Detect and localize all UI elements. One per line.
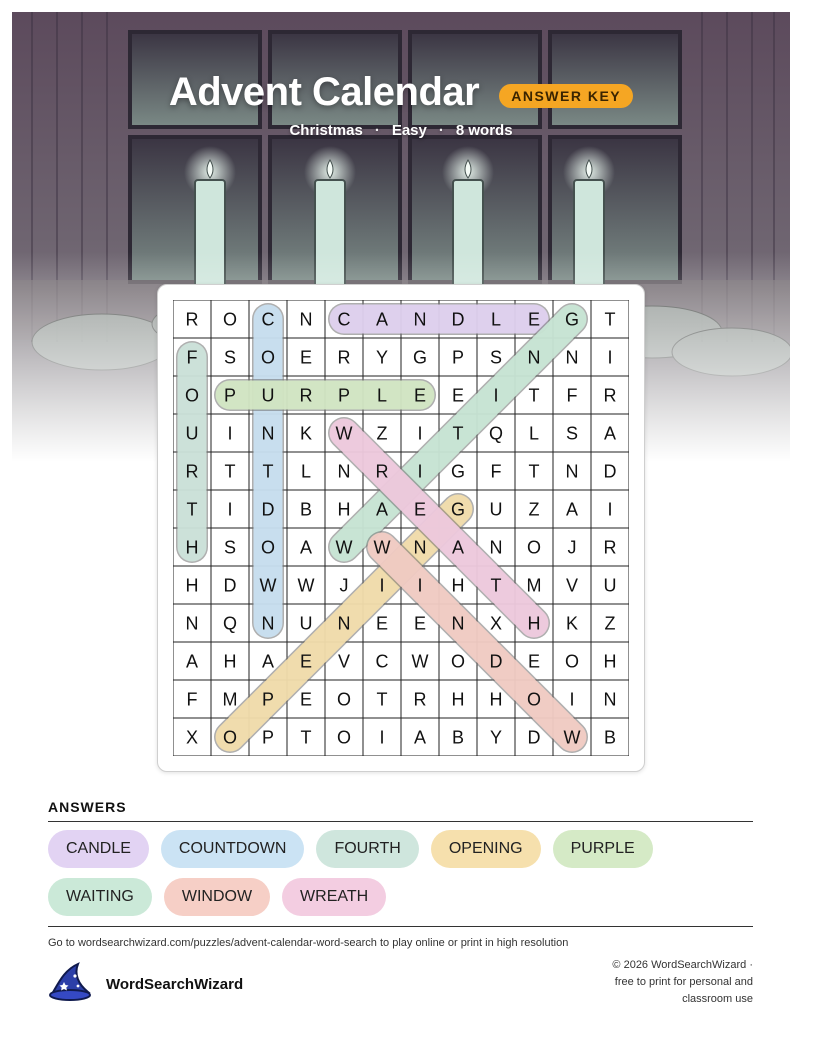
grid-letter: O [526,689,542,710]
grid-letter: U [261,385,275,406]
meta-difficulty: Easy [391,122,427,139]
grid-letter: N [185,613,199,634]
grid-letter: W [411,651,429,672]
grid-letter: R [299,385,313,406]
grid-letter: F [186,689,198,710]
grid-letter: M [526,575,542,596]
brand-name: WordSearchWizard [106,976,244,993]
grid-letter: T [224,461,236,482]
grid-letter: O [336,727,352,748]
grid-letter: G [412,347,428,368]
grid-letter: U [185,423,199,444]
puzzle-card [157,284,645,772]
copyright-line: © 2026 WordSearchWizard · [612,959,753,971]
grid-letter: O [526,537,542,558]
grid-letter: W [563,727,581,748]
grid-letter: S [489,347,503,368]
letter-grid [173,300,629,756]
grid-letter: Q [488,423,504,444]
grid-letter: R [603,537,617,558]
grid-letter: R [185,461,199,482]
grid-letter: D [603,461,617,482]
grid-letter: S [223,537,237,558]
grid-letter: T [604,309,616,330]
grid-letter: D [451,309,465,330]
grid-letter: C [375,651,389,672]
grid-letter: T [376,689,388,710]
answers-divider [48,821,753,822]
grid-letter: I [607,499,613,520]
grid-letter: Y [375,347,389,368]
grid-letter: N [527,347,541,368]
meta-separator: · [438,122,444,139]
grid-letter: U [299,613,313,634]
grid-letter: H [489,689,503,710]
grid-letter: Z [604,613,616,634]
footer-divider [48,926,753,927]
grid-letter: C [261,309,275,330]
grid-letter: H [451,575,465,596]
grid-letter: N [489,537,503,558]
copyright [563,957,753,1008]
grid-letter: Y [489,727,503,748]
grid-letter: S [223,347,237,368]
grid-letter: L [490,309,502,330]
grid-letter: N [413,309,427,330]
grid-letter: N [603,689,617,710]
grid-letter: E [413,613,427,634]
grid-letter: A [565,499,579,520]
grid-letter: G [564,309,580,330]
grid-letter: D [223,575,237,596]
grid-letter: T [262,461,274,482]
grid-letter: B [299,499,313,520]
grid-letter: K [299,423,313,444]
meta-theme: Christmas [289,122,363,139]
answer-pill-window: WINDOW [164,878,270,916]
grid-letter: D [489,651,503,672]
grid-letter: W [297,575,315,596]
grid-letter: S [565,423,579,444]
grid-letter: P [451,347,465,368]
grid-letter: P [223,385,237,406]
grid-letter: E [413,499,427,520]
grid-letter: T [186,499,198,520]
grid-letter: N [261,613,275,634]
grid-letter: N [337,613,351,634]
grid-letter: R [413,689,427,710]
grid-letter: J [567,537,577,558]
title-row [12,70,790,115]
grid-letter: A [375,499,389,520]
grid-letter: A [261,651,275,672]
brand[interactable] [48,962,243,1007]
grid-letter: I [227,423,233,444]
grid-letter: N [451,613,465,634]
grid-letter: Z [528,499,540,520]
meta-separator: · [374,122,380,139]
grid-letter: O [260,537,276,558]
meta-word-count: 8 words [455,122,513,139]
grid-letter: C [337,309,351,330]
grid-letter: R [185,309,199,330]
grid-letter: W [335,423,353,444]
answers-heading: ANSWERS [48,799,127,815]
grid-letter: H [223,651,237,672]
grid-letter: I [607,347,613,368]
grid-letter: D [261,499,275,520]
grid-letter: B [451,727,465,748]
grid-letter: N [261,423,275,444]
grid-letter: H [527,613,541,634]
grid-letter: N [337,461,351,482]
grid-letter: H [451,689,465,710]
grid-letter: L [376,385,388,406]
grid-letter: F [186,347,198,368]
grid-letter: I [417,461,423,482]
grid-letter: F [490,461,502,482]
grid-letter: N [413,537,427,558]
grid-letter: I [493,385,499,406]
grid-letter: T [452,423,464,444]
grid-letter: Q [222,613,238,634]
answer-pill-purple: PURPLE [553,830,653,868]
puzzle-meta [12,122,790,139]
grid-letter: I [569,689,575,710]
grid-letter: J [339,575,349,596]
grid-letter: O [564,651,580,672]
grid-letter: X [185,727,199,748]
footer-link[interactable]: Go to wordsearchwizard.com/puzzles/advent-calendar-word-search to play online or print in high resolution [48,937,569,949]
grid-letter: U [489,499,503,520]
grid-letter: H [185,537,199,558]
grid-letter: E [413,385,427,406]
grid-letter: A [451,537,465,558]
grid-letter: N [565,461,579,482]
answer-pill-waiting: WAITING [48,878,152,916]
grid-letter: I [379,727,385,748]
answer-pill-fourth: FOURTH [316,830,418,868]
grid-letter: R [337,347,351,368]
grid-letter: L [300,461,312,482]
grid-letter: W [373,537,391,558]
grid-letter: T [490,575,502,596]
answer-pill-opening: OPENING [431,830,541,868]
grid-letter: E [375,613,389,634]
answer-pill-wreath: WREATH [282,878,386,916]
grid-letter: Z [376,423,388,444]
grid-letter: E [299,651,313,672]
grid-letter: P [261,727,275,748]
copyright-line: classroom use [682,993,753,1005]
grid-letter: T [300,727,312,748]
grid-canvas [173,300,629,756]
answer-pill-countdown: COUNTDOWN [161,830,305,868]
grid-letter: W [335,537,353,558]
grid-letter: E [451,385,465,406]
grid-letter: I [227,499,233,520]
grid-letter: T [528,461,540,482]
grid-letter: X [489,613,503,634]
grid-letter: N [565,347,579,368]
grid-letter: U [603,575,617,596]
grid-letter: A [375,309,389,330]
grid-letter: F [566,385,578,406]
grid-letter: O [222,727,238,748]
grid-letter: H [603,651,617,672]
wizard-hat-icon [48,962,92,1007]
grid-letter: H [337,499,351,520]
grid-letter: K [565,613,579,634]
grid-letter: O [222,309,238,330]
grid-letter: G [450,461,466,482]
grid-letter: R [375,461,389,482]
grid-letter: V [565,575,579,596]
grid-letter: G [450,499,466,520]
grid-letter: I [417,423,423,444]
grid-letter: A [185,651,199,672]
grid-letter: H [185,575,199,596]
grid-letter: A [603,423,617,444]
grid-letter: I [417,575,423,596]
grid-letter: O [336,689,352,710]
grid-letter: I [379,575,385,596]
grid-letter: E [527,651,541,672]
grid-letter: E [299,347,313,368]
grid-letter: L [528,423,540,444]
copyright-line: free to print for personal and [614,976,753,988]
answer-key-badge: ANSWER KEY [499,84,633,108]
grid-letter: V [337,651,351,672]
answers-list [48,830,768,916]
grid-letter: M [222,689,238,710]
grid-letter: N [299,309,313,330]
grid-letter: A [413,727,427,748]
page-title: Advent Calendar [168,70,480,114]
grid-letter: W [259,575,277,596]
grid-letter: P [337,385,351,406]
grid-letter: E [527,309,541,330]
grid-letter: D [527,727,541,748]
grid-letter: T [528,385,540,406]
answer-pill-candle: CANDLE [48,830,149,868]
grid-letter: B [603,727,617,748]
grid-letter: O [450,651,466,672]
grid-letter: P [261,689,275,710]
grid-letter: R [603,385,617,406]
grid-letter: A [299,537,313,558]
grid-letter: O [260,347,276,368]
grid-letter: O [184,385,200,406]
grid-letter: E [299,689,313,710]
